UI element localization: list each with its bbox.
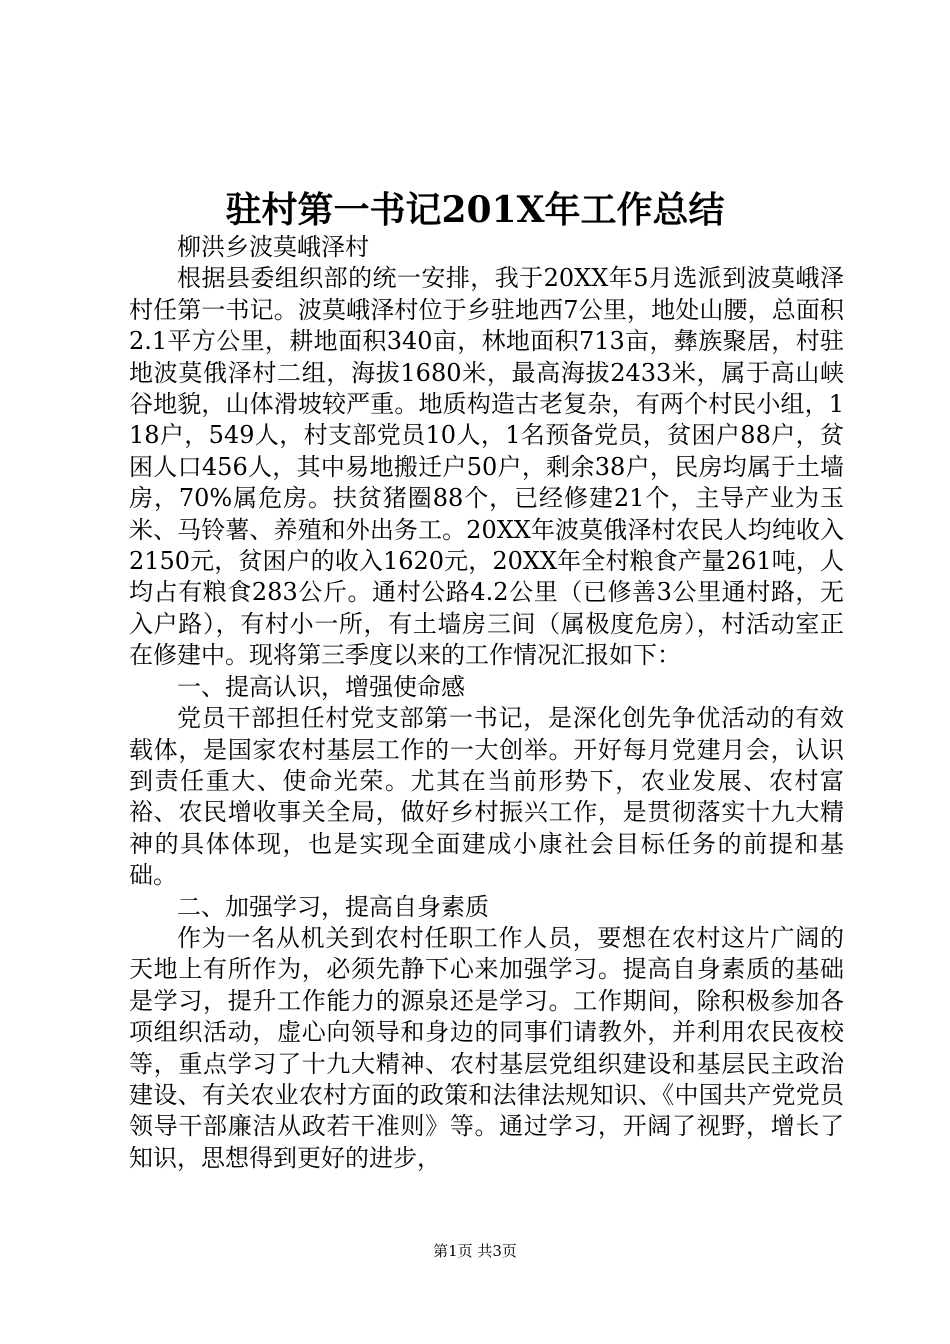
document-body	[129, 232, 844, 1174]
paragraph-section-2: 作为一名从机关到农村任职工作人员，要想在农村这片广阔的天地上有所作为，必须先静下心来加强学习。提高自身素质的基础是学习，提升工作能力的源泉还是学习。工作期间，除积极参加各项组织活动，虚心向领导和身边的同事们请教外，并利用农民夜校等，重点学习了十九大精神、农村基层党组织建设和基层民主政治建设、有关农业农村方面的政策和法律法规知识、《中国共产党党员领导干部廉洁从政若干准则》等。通过学习，开阔了视野，增长了知识，思想得到更好的进步，	[129, 923, 844, 1172]
page-number-footer: 第1页 共3页	[433, 1242, 517, 1260]
document-title: 驻村第一书记201X年工作总结	[225, 189, 725, 231]
paragraph-section-1: 党员干部担任村党支部第一书记，是深化创先争优活动的有效载体，是国家农村基层工作的一大创举。开好每月党建月会，认识到责任重大、使命光荣。尤其在当前形势下，农业发展、农村富裕、农民增收事关全局，做好乡村振兴工作，是贯彻落实十九大精神的具体体现，也是实现全面建成小康社会目标任务的前提和基础。	[129, 704, 844, 890]
section-heading-2: 二、加强学习，提高自身素质	[177, 892, 489, 921]
section-heading-1: 一、提高认识，增强使命感	[177, 672, 465, 701]
paragraph-village-overview: 根据县委组织部的统一安排，我于20XX年5月选派到波莫峨泽村任第一书记。波莫峨泽村位于乡驻地西7公里，地处山腰，总面积2.1平方公里，耕地面积340亩，林地面积713亩，彝族聚居，村驻地波莫俄泽村二组，海拔1680米，最高海拔2433米，属于高山峡谷地貌，山体滑坡较严重。地质构造古老复杂，有两个村民小组，118户，549人，村支部党员10人，1名预备党员，贫困户88户，贫困人口456人，其中易地搬迁户50户，剩余38户，民房均属于土墙房，70%属危房。扶贫猪圈88个，已经修建21个，主导产业为玉米、马铃薯、养殖和外出务工。20XX年波莫俄泽村农民人均纯收入2150元，贫困户的收入1620元，20XX年全村粮食产量261吨，人均占有粮食283公斤。通村公路4.2公里（已修善3公里通村路，无入户路），有村小一所，有土墙房三间（属极度危房），村活动室正在修建中。现将第三季度以来的工作情况汇报如下：	[129, 264, 844, 670]
paragraph-location: 柳洪乡波莫峨泽村	[177, 233, 369, 261]
